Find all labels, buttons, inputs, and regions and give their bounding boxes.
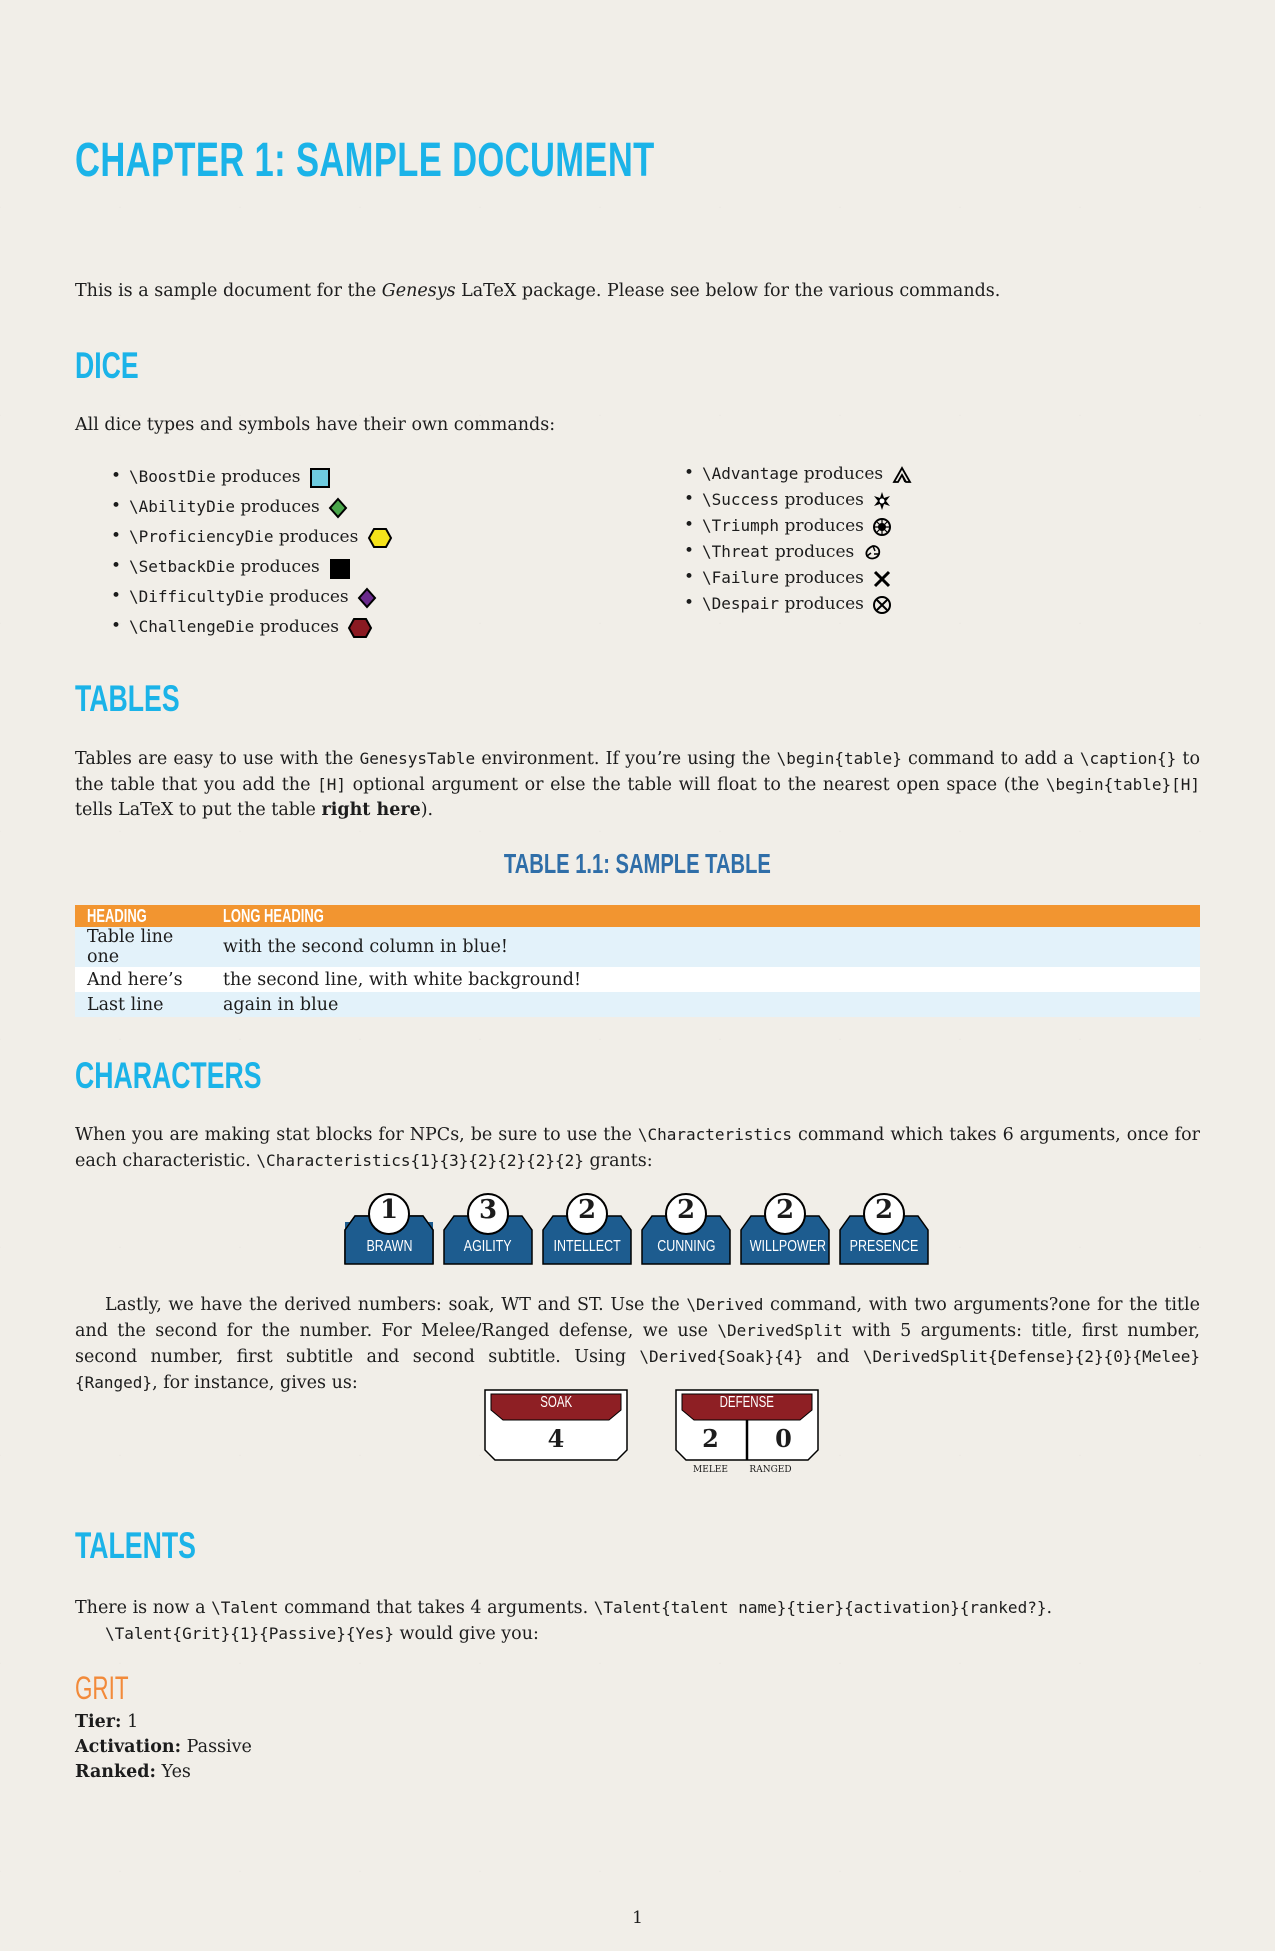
- talent-activation: Activation: Passive: [75, 1737, 252, 1757]
- talents-heading: TALENTS: [75, 1525, 196, 1566]
- melee-label: MELEE: [693, 1465, 728, 1475]
- advantage-icon: [892, 466, 912, 484]
- sample-table: [75, 905, 1200, 1017]
- difficulty-die-icon: [357, 587, 377, 609]
- tables-paragraph: Tables are easy to use with the GenesysTable environment. If you’re using the \begin{table} command to add a \caption{} to the table that you add the [H] optional argument or else the table will float to the nearest open space (the \begin{table}[H] tells LaTeX to put the table right here).: [75, 749, 1200, 820]
- symbols-list: [684, 461, 912, 617]
- dice-list: [111, 462, 393, 642]
- list-item: • \AbilityDie produces: [111, 492, 393, 522]
- success-icon: [872, 491, 892, 511]
- list-item: • \SetbackDie produces: [111, 552, 393, 582]
- characteristic-label: INTELLECT: [553, 1238, 621, 1255]
- talent-details: [75, 1710, 252, 1785]
- characteristic-willpower: [739, 1192, 831, 1266]
- characteristic-label: WILLPOWER: [749, 1238, 827, 1255]
- chapter-title: CHAPTER 1: SAMPLE DOCUMENT: [75, 134, 655, 187]
- table-cell: again in blue: [211, 992, 1200, 1017]
- table-cell: the second line, with white background!: [211, 967, 1200, 992]
- list-item: • \DifficultyDie produces: [111, 582, 393, 612]
- tables-heading: TABLES: [75, 678, 180, 719]
- derived-title: DEFENSE: [719, 1394, 775, 1411]
- characteristic-cunning: [640, 1192, 732, 1266]
- list-item: • \Threat produces: [684, 539, 912, 565]
- characteristic-value: 3: [478, 1195, 498, 1225]
- characteristic-agility: [442, 1192, 534, 1266]
- list-item: • \Triumph produces: [684, 513, 912, 539]
- dice-heading: DICE: [75, 345, 139, 386]
- characteristic-value: 2: [874, 1195, 894, 1225]
- table-cell: Last line: [75, 992, 211, 1017]
- boost-die-icon: [309, 467, 331, 489]
- failure-icon: [872, 569, 892, 589]
- characteristic-label: PRESENCE: [849, 1238, 919, 1255]
- talent-name: GRIT: [75, 1670, 129, 1706]
- table-row: [75, 967, 1200, 992]
- table-cell: with the second column in blue!: [211, 927, 1200, 967]
- column-header: LONG HEADING: [211, 905, 1200, 927]
- list-item: • \ProficiencyDie produces: [111, 522, 393, 552]
- characteristic-label: AGILITY: [464, 1238, 512, 1255]
- talent-tier: Tier: 1: [75, 1712, 139, 1732]
- characters-paragraph: When you are making stat blocks for NPCs, be sure to use the \Characteristics command which takes 6 arguments, once for each characteristic. \Characteristics{1}{3}{2}{2}{2}{2} grants:: [75, 1125, 1200, 1171]
- characteristic-value: 1: [379, 1195, 399, 1225]
- list-item: • \Failure produces: [684, 565, 912, 591]
- characteristic-label: CUNNING: [656, 1238, 716, 1255]
- melee-value: 2: [702, 1424, 719, 1453]
- list-item: • \Success produces: [684, 487, 912, 513]
- threat-icon: [863, 543, 883, 563]
- table-cell: And here’s: [75, 967, 211, 992]
- table-row: [75, 992, 1200, 1017]
- challenge-die-icon: [347, 617, 373, 639]
- table-row: [75, 927, 1200, 967]
- characteristic-label: BRAWN: [366, 1238, 412, 1255]
- derived-paragraph: Lastly, we have the derived numbers: soak, WT and ST. Use the \Derived command, with two arguments?one for the title and the second for the number. For Melee/Ranged defense, we use \DerivedSplit with 5 arguments: title, first number, second number, first subtitle and second subtitle. Using \Derived{Soak}{4} and \DerivedSplit{Defense}{2}{0}{Melee}{Ranged}, for instance, gives us:: [75, 1295, 1201, 1393]
- list-item: • \Despair produces: [684, 591, 912, 617]
- intro-paragraph: This is a sample document for the Genesys LaTeX package. Please see below for the various commands.: [75, 281, 1001, 301]
- column-header: HEADING: [75, 905, 211, 927]
- derived-defense: [674, 1388, 820, 1478]
- table-caption: TABLE 1.1: SAMPLE TABLE: [504, 848, 771, 879]
- characteristic-value: 2: [676, 1195, 696, 1225]
- characteristic-brawn: [343, 1192, 435, 1266]
- characteristic-value: 2: [775, 1195, 795, 1225]
- table-cell: Table line one: [75, 927, 211, 967]
- setback-die-icon: [328, 557, 352, 579]
- ranged-value: 0: [775, 1424, 792, 1453]
- page-number: 1: [632, 1908, 643, 1928]
- triumph-icon: [872, 517, 892, 537]
- characteristic-value: 2: [577, 1195, 597, 1225]
- characteristic-presence: [838, 1192, 930, 1266]
- proficiency-die-icon: [367, 527, 393, 549]
- despair-icon: [872, 595, 892, 615]
- characteristic-intellect: [541, 1192, 633, 1266]
- derived-value: 4: [547, 1424, 565, 1453]
- ranged-label: RANGED: [749, 1465, 792, 1475]
- list-item: • \Advantage produces: [684, 461, 912, 487]
- talent-ranked: Ranked: Yes: [75, 1762, 191, 1782]
- page: [75, 0, 1200, 1951]
- list-item: • \BoostDie produces: [111, 462, 393, 492]
- derived-title: SOAK: [539, 1394, 573, 1411]
- dice-lead: All dice types and symbols have their own commands:: [75, 415, 556, 435]
- characters-heading: CHARACTERS: [75, 1055, 262, 1096]
- derived-soak: [483, 1388, 629, 1464]
- talents-paragraph: There is now a \Talent command that takes 4 arguments. \Talent{talent name}{tier}{activation}{ranked?}. \Talent{Grit}{1}{Passive}{Yes} would give you:: [75, 1598, 1053, 1644]
- ability-die-icon: [328, 497, 348, 519]
- list-item: • \ChallengeDie produces: [111, 612, 393, 642]
